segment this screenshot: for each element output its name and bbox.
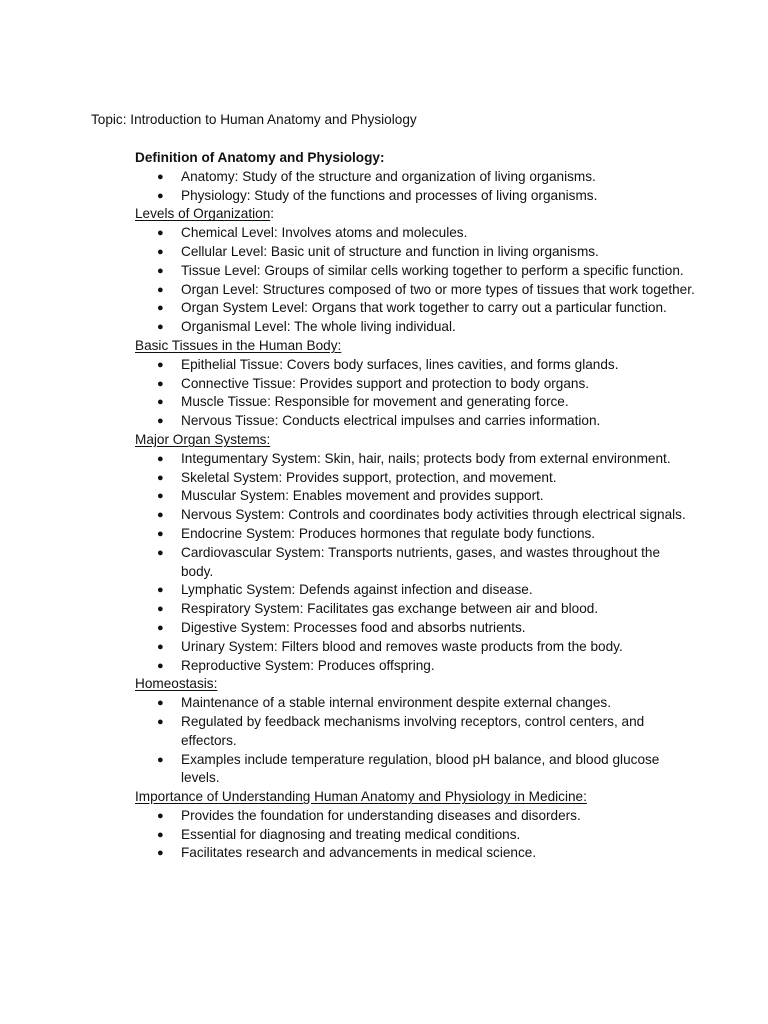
bullet-icon: ● <box>157 621 164 634</box>
bullet-icon: ● <box>157 302 164 315</box>
document-body <box>135 149 695 863</box>
section-heading: Homeostasis: <box>135 676 218 692</box>
bullet-icon: ● <box>157 697 164 710</box>
bullet-icon: ● <box>157 415 164 428</box>
list-item: ● Cardiovascular System: Transports nutrients, gases, and wastes throughout the body. <box>157 544 661 579</box>
list-item: ● Maintenance of a stable internal environment despite external changes. <box>135 694 695 713</box>
bullet-icon: ● <box>157 527 164 540</box>
section-heading: Levels of Organization: <box>135 206 275 222</box>
bullet-list <box>135 450 695 676</box>
bullet-list <box>135 807 695 863</box>
list-item: ● Urinary System: Filters blood and removes waste products from the body. <box>135 638 695 657</box>
list-item: ● Physiology: Study of the functions and processes of living organisms. <box>135 187 695 206</box>
section-basic-tissues <box>135 337 695 431</box>
bullet-list <box>135 224 695 337</box>
section-definition <box>135 149 695 205</box>
section-heading: Definition of Anatomy and Physiology: <box>135 150 385 165</box>
section-levels-of-organization <box>135 205 695 337</box>
section-homeostasis <box>135 675 695 788</box>
bullet-icon: ● <box>157 170 164 183</box>
bullet-icon: ● <box>157 753 164 766</box>
bullet-icon: ● <box>157 809 164 822</box>
list-item: ● Skeletal System: Provides support, protection, and movement. <box>135 469 695 488</box>
bullet-icon: ● <box>157 659 164 672</box>
list-item: ● Organismal Level: The whole living individual. <box>135 318 695 337</box>
list-item: ● Anatomy: Study of the structure and organization of living organisms. <box>135 168 695 187</box>
list-item: ● Nervous System: Controls and coordinates body activities through electrical signals. <box>135 506 695 525</box>
list-item: ● Reproductive System: Produces offspring. <box>135 657 695 676</box>
list-item: ● Provides the foundation for understanding diseases and disorders. <box>135 807 695 826</box>
list-item: ● Examples include temperature regulation, blood pH balance, and blood glucose levels. <box>157 751 660 786</box>
list-item: ● Lymphatic System: Defends against infection and disease. <box>135 581 695 600</box>
bullet-list <box>135 168 695 206</box>
list-item: ● Tissue Level: Groups of similar cells working together to perform a specific function. <box>135 262 695 281</box>
bullet-icon: ● <box>157 847 164 860</box>
bullet-icon: ● <box>157 396 164 409</box>
section-heading: Major Organ Systems: <box>135 431 271 447</box>
bullet-icon: ● <box>157 471 164 484</box>
bullet-icon: ● <box>157 603 164 616</box>
bullet-icon: ● <box>157 490 164 503</box>
bullet-icon: ● <box>157 377 164 390</box>
bullet-icon: ● <box>157 264 164 277</box>
list-item: ● Essential for diagnosing and treating medical conditions. <box>135 826 695 845</box>
bullet-icon: ● <box>157 283 164 296</box>
bullet-icon: ● <box>157 358 164 371</box>
bullet-icon: ● <box>157 245 164 258</box>
bullet-icon: ● <box>157 509 164 522</box>
bullet-icon: ● <box>157 321 164 334</box>
list-item: ● Respiratory System: Facilitates gas exchange between air and blood. <box>135 600 695 619</box>
bullet-icon: ● <box>157 715 164 728</box>
list-item: ● Digestive System: Processes food and absorbs nutrients. <box>135 619 695 638</box>
list-item: ● Cellular Level: Basic unit of structure and function in living organisms. <box>135 243 695 262</box>
list-item: ● Muscle Tissue: Responsible for movement and generating force. <box>135 393 695 412</box>
bullet-icon: ● <box>157 828 164 841</box>
bullet-icon: ● <box>157 640 164 653</box>
bullet-icon: ● <box>157 189 164 202</box>
list-item: ● Organ Level: Structures composed of two or more types of tissues that work together. <box>135 281 695 300</box>
document-topic: Topic: Introduction to Human Anatomy and Physiology <box>91 112 417 127</box>
list-item: ● Regulated by feedback mechanisms involving receptors, control centers, and effectors. <box>157 713 645 748</box>
bullet-icon: ● <box>157 227 164 240</box>
list-item: ● Endocrine System: Produces hormones that regulate body functions. <box>135 525 695 544</box>
list-item: ● Organ System Level: Organs that work together to carry out a particular function. <box>135 299 695 318</box>
list-item: ● Muscular System: Enables movement and provides support. <box>135 487 695 506</box>
section-importance-in-medicine <box>135 788 695 863</box>
list-item: ● Integumentary System: Skin, hair, nails; protects body from external environment. <box>135 450 695 469</box>
bullet-icon: ● <box>157 452 164 465</box>
section-heading: Basic Tissues in the Human Body: <box>135 337 342 353</box>
list-item: ● Facilitates research and advancements in medical science. <box>135 844 695 863</box>
bullet-icon: ● <box>157 546 164 559</box>
list-item: ● Epithelial Tissue: Covers body surfaces, lines cavities, and forms glands. <box>135 356 695 375</box>
list-item: ● Nervous Tissue: Conducts electrical impulses and carries information. <box>135 412 695 431</box>
bullet-list <box>135 694 695 788</box>
section-heading: Importance of Understanding Human Anatomy and Physiology in Medicine: <box>135 789 587 805</box>
bullet-list <box>135 356 695 431</box>
list-item: ● Connective Tissue: Provides support and protection to body organs. <box>135 375 695 394</box>
list-item: ● Chemical Level: Involves atoms and molecules. <box>135 224 695 243</box>
section-major-organ-systems <box>135 431 695 675</box>
bullet-icon: ● <box>157 584 164 597</box>
